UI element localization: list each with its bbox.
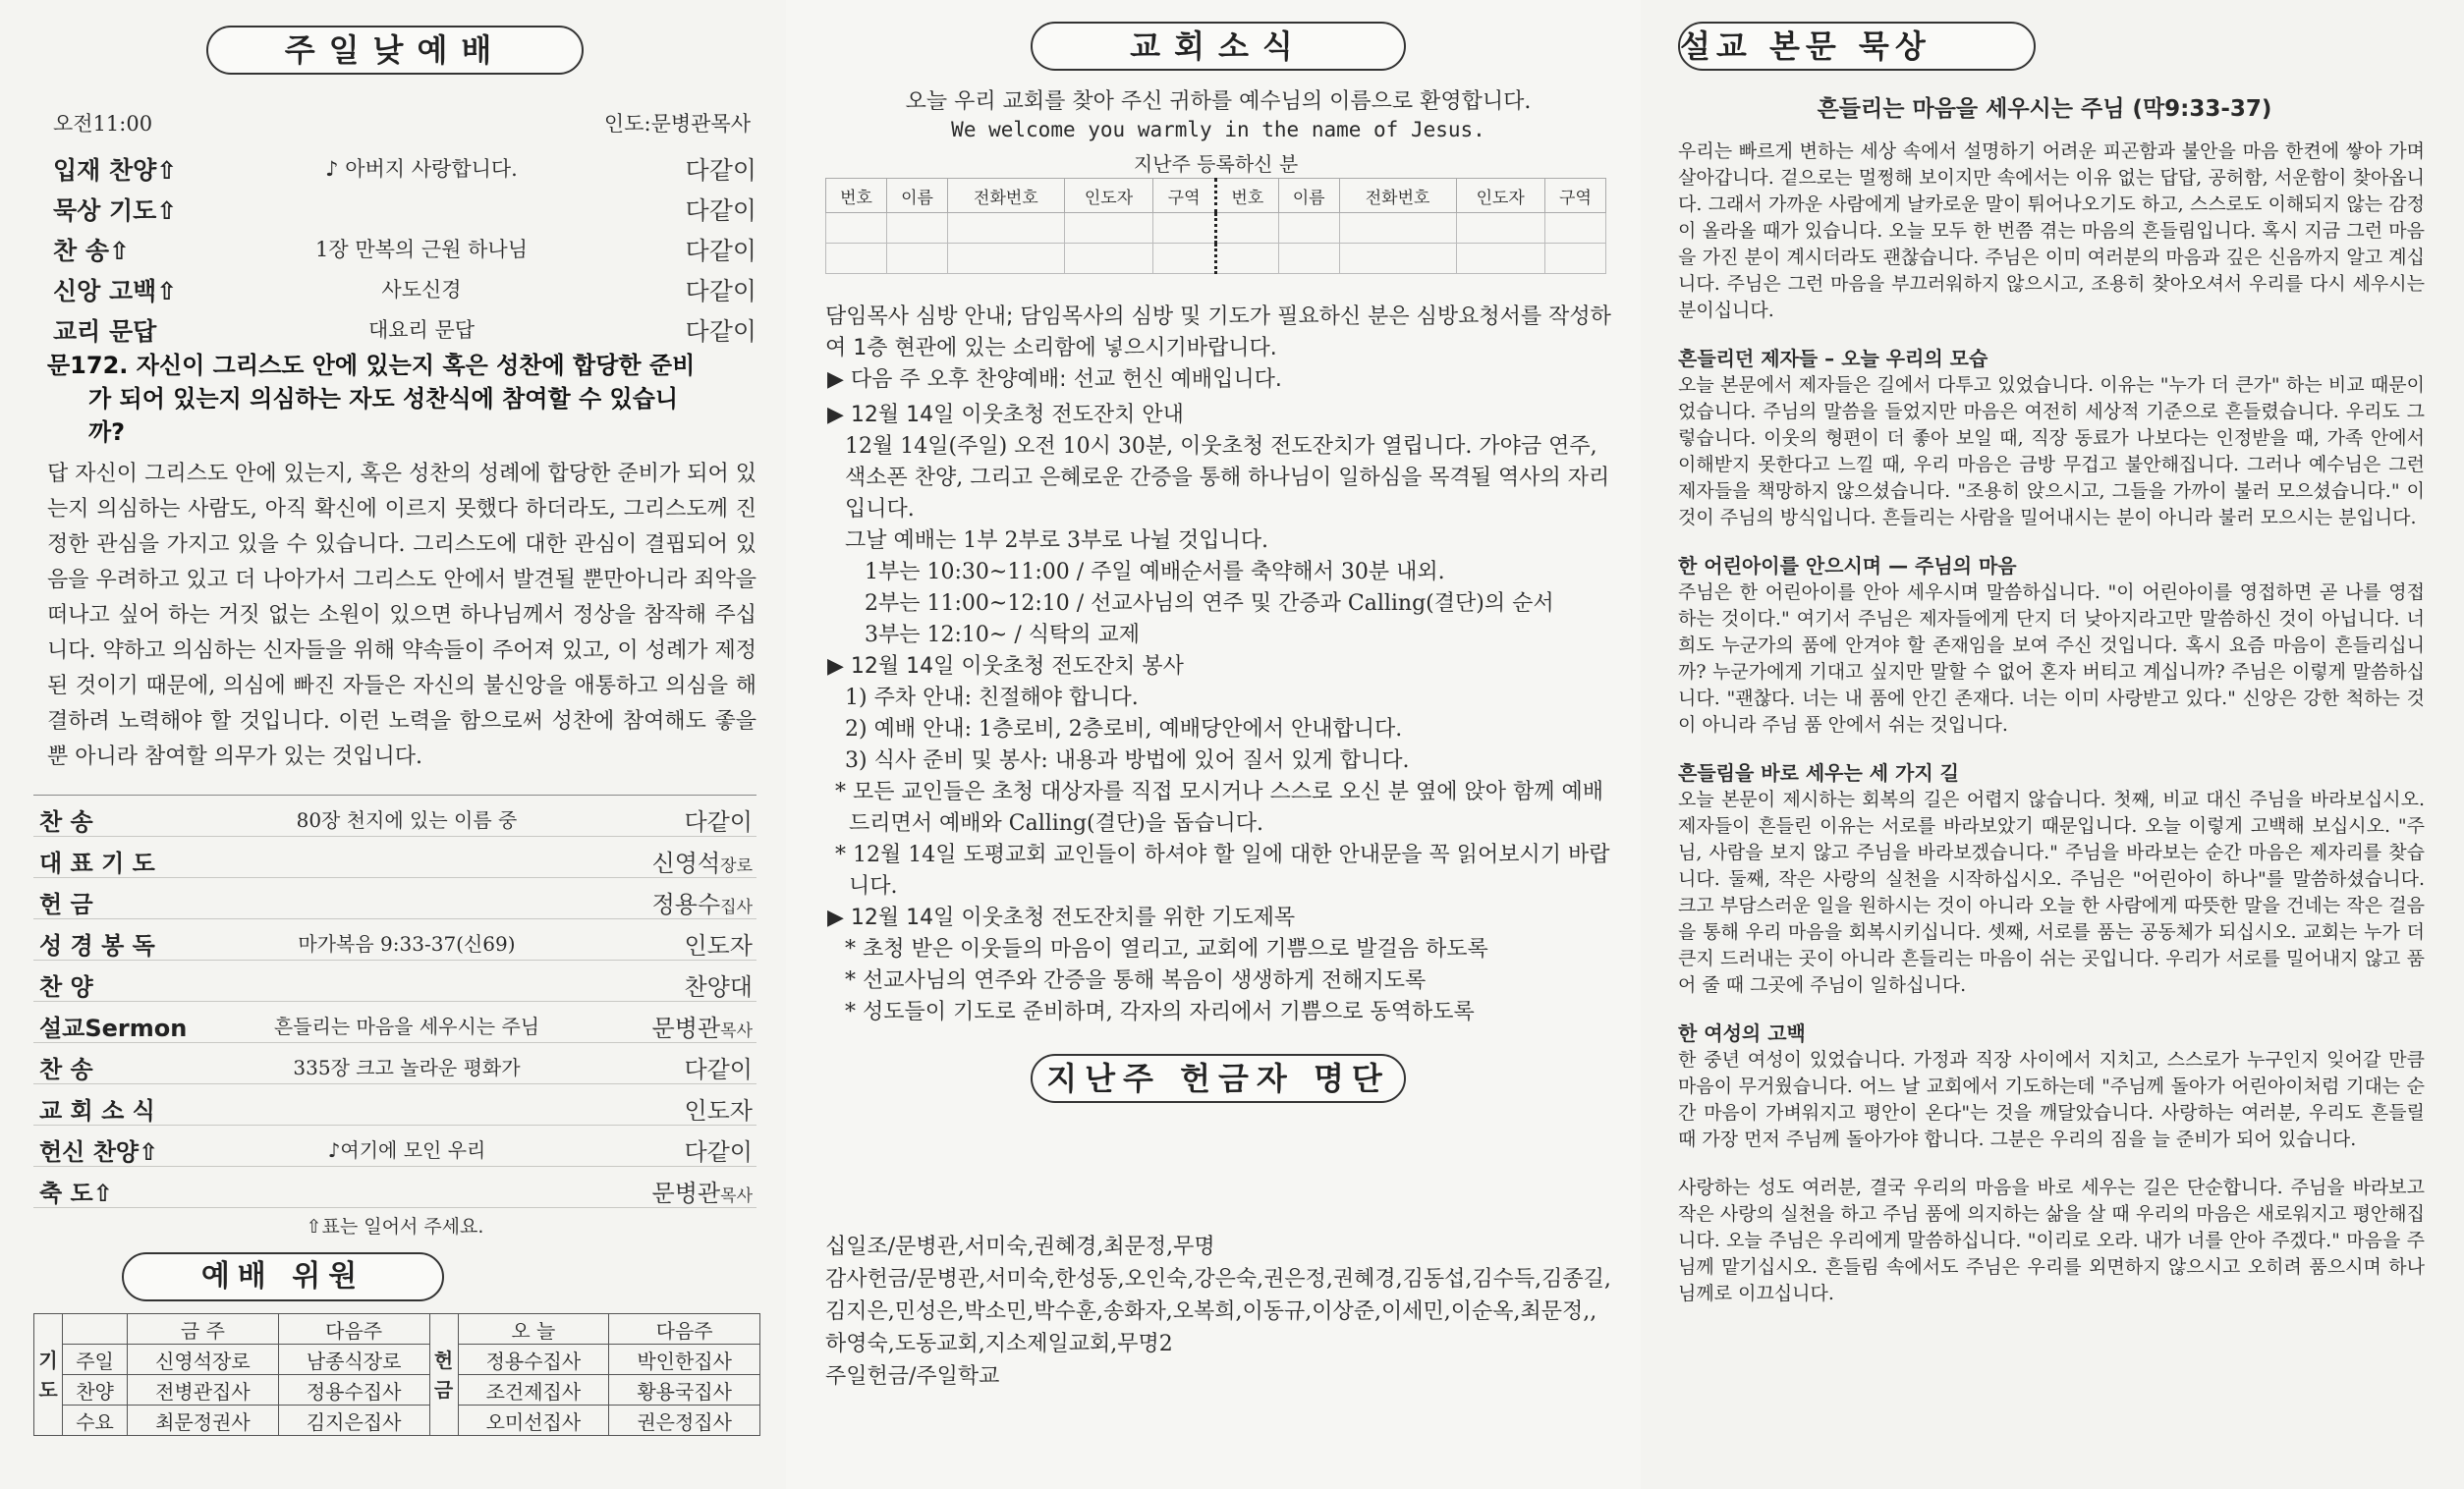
catechism-question: 문172. 자신이 그리스도 안에 있는지 혹은 성찬에 합당한 준비 가 되어 있는지 의심하는 자도 성찬식에 참여할 수 있습니 까?: [47, 352, 696, 446]
order-item-person: 정용수집사: [651, 891, 753, 918]
order-item-person: 다같이: [684, 1056, 753, 1083]
order-item-detail: 335장 크고 놀라운 평화가: [293, 1056, 521, 1079]
order-item-person: 다같이: [685, 277, 756, 305]
order-item-detail: 사도신경: [381, 278, 462, 302]
worship-leader: 인도:문병관목사: [603, 112, 751, 136]
order-item-person: 인도자: [684, 932, 753, 960]
stand-note: ⇧표는 일어서 주세요.: [306, 1216, 484, 1238]
order-item-detail: 마가복음 9:33-37(신69): [298, 932, 516, 956]
order-item-person: 찬양대: [684, 973, 753, 1001]
news-body: 담임목사 심방 안내; 담임목사의 심방 및 기도가 필요하신 분은 심방요청서를 작성하여 1층 현관에 있는 소리함에 넣으시기바랍니다. ▶ 다음 주 오후 찬양예배: 선교 헌신 예배입니다. ▶ 12월 14일 이웃초청 전도잔치 안내 12월 14일(주일) 오전 10시 30분, 이웃초청 전도잔치가 열립니다. 가야금 연주, 색소폰 찬양, 그리고 은혜로운 간증을 통해 하나님이 일하심을 목격될 역사의 자리입니다. 그날 예배는 1부 2부로 3부로 나뉠 것입니다. 1부는 10:30~11:00 / 주일 예배순서를 축약해서 30분 내외. 2부는 11:00~12:10 / 선교사님의 연주 및 간증과 Calling(결단)의 순서 3부는 12:10~ / 식탁의 교제 ▶ 12월 14일 이웃초청 전도잔치 봉사 1) 주차 안내: 친절해야 합니다. 2) 예배 안내: 1층로비, 2층로비, 예배당안에서 안내합니다. 3) 식사 준비 및 봉사: 내용과 방법에 있어 질서 있게 합니다. * 모든 교인들은 초청 대상자를 직접 모시거나 스스로 오신 분 옆에 앉아 함께 예배드리면서 예배와 Calling(결단)을 돕습니다. * 12월 14일 도평교회 교인들이 하셔야 할 일에 대한 안내문을 꼭 읽어보시기 바랍니다. ▶ 12월 14일 이웃초청 전도잔치를 위한 기도제목 * 초청 받은 이웃들의 마음이 열리고, 교회에 기쁨으로 발걸음 하도록 * 선교사님의 연주와 간증을 통해 복음이 생생하게 전해지도록 * 성도들이 기도로 준비하며, 각자의 자리에서 기쁨으로 동역하도록: [825, 302, 1611, 1028]
donor-list: [825, 1231, 1611, 1393]
order-item-label: 헌 금: [39, 891, 93, 918]
worship-order-panel: [0, 0, 786, 1489]
order-item-detail: ♪여기에 모인 우리: [327, 1138, 486, 1162]
order-row: [33, 919, 756, 961]
meditation-heading: 한 어린아이를 안으시며 — 주님의 마음: [1678, 554, 2017, 578]
news-title: 교회소식: [1031, 22, 1406, 71]
order-item-label: 찬 송⇧: [53, 237, 130, 265]
committee-head: 다음주: [278, 1314, 429, 1345]
order-row: [33, 796, 756, 837]
order-row: [33, 145, 756, 186]
order-item-label: 교 회 소 식: [39, 1097, 155, 1125]
order-item-detail: 흔들리는 마음을 세우시는 주님: [273, 1015, 540, 1038]
order-row: [33, 1084, 756, 1126]
order-item-person: 다같이: [685, 196, 756, 225]
sermon-meditation-panel: [1641, 0, 2464, 1489]
order-item-label: 축 도⇧: [39, 1180, 113, 1207]
committee-head: 금 주: [128, 1314, 279, 1345]
order-bottom-list: [33, 795, 756, 1208]
news-next-week: ▶ 다음 주 오후 찬양예배: 선교 헌신 예배입니다.: [827, 367, 1282, 392]
donor-thanks: 감사헌금/문병관,서미숙,한성동,오인숙,강은숙,권은정,권혜경,김동섭,김수득,김종길,김지은,민성은,박소민,박수훈,송화자,오복희,이동규,이상준,이세민,이순옥,최문정,,하영숙,도동교회,지소제일교회,무명2: [825, 1267, 1611, 1356]
meditation-heading: 흔들림을 바로 세우는 세 가지 길: [1678, 761, 1959, 785]
order-item-person: 인도자: [684, 1097, 753, 1125]
order-item-label: 찬 양: [39, 973, 93, 1001]
committee-side-prayer: 기도: [34, 1314, 63, 1436]
meditation-heading: 흔들리던 제자들 – 오늘 우리의 모습: [1678, 347, 1988, 370]
visitor-row: [826, 213, 1606, 244]
meditation-body: 우리는 빠르게 변하는 세상 속에서 설명하기 어려운 피곤함과 불안을 마음 한켠에 쌓아 가며 살아갑니다. 겉으로는 멀쩡해 보이지만 속에서는 이유 없는 답답, 공허함, 서운함이 찾아옵니다. 그래서 가까운 사람에게 날카로운 말이 튀어나오기도 하고, 스스로도 이해되지 않는 감정이 올라올 때가 있습니다. 오늘 모두 한 번쯤 겪는 마음의 흔들림입니다. 혹시 지금 그런 마음을 가진 분이 계시더라도 괜찮습니다. 주님은 이미 여러분의 마음과 깊은 신음까지 알고 계십니다. 주님은 그런 마음을 부끄러워하지 않으시고, 조용히 찾아오셔서 우리를 다시 세우시는 분이십니다. 흔들리던 제자들 – 오늘 우리의 모습 오늘 본문에서 제자들은 길에서 다투고 있었습니다. 이유는 "누가 더 큰가" 하는 비교 때문이었습니다. 주님의 말씀을 들었지만 마음은 여전히 세상적 기준으로 흔들렸습니다. 우리도 그렇습니다. 이웃의 형편이 더 좋아 보일 때, 직장 동료가 나보다는 인정받을 때, 가족 안에서 이해받지 못한다고 느낄 때, 우리 마음은 금방 무겁고 불안해집니다. 그러나 예수님은 그런 제자들을 책망하지 않으셨습니다. "조용히 앉으시고, 그들을 가까이 불러 모으셨습니다." 이것이 주님의 방식입니다. 흔들리는 사람을 밀어내시는 분이 아니라 불러 모으시는 분입니다. 한 어린아이를 안으시며 — 주님의 마음 주님은 한 어린아이를 안아 세우시며 말씀하십니다. "이 어린아이를 영접하면 곧 나를 영접하는 것이다." 여기서 주님은 제자들에게 단지 더 낮아지라고만 말씀하신 것이 아닙니다. 너희도 누군가의 품에 안겨야 할 존재임을 보여 주신 것입니다. 혹시 요즘 마음이 흔들리십니까? 누군가에게 기대고 싶지만 말할 수 없어 혼자 버티고 계십니까? 주님은 이렇게 말씀하십니다. "괜찮다. 너는 내 품에 안긴 존재다. 너는 이미 사랑받고 있다." 신앙은 강한 척하는 것이 아니라 주님 품 안에서 쉬는 것입니다. 흔들림을 바로 세우는 세 가지 길 오늘 본문이 제시하는 회복의 길은 어렵지 않습니다. 첫째, 비교 대신 주님을 바라보십시오. 제자들이 흔들린 이유는 서로를 바라보았기 때문입니다. 오늘 이렇게 고백해 보십시오. "주님, 사람을 보지 않고 주님을 바라보겠습니다." 주님을 바라보는 순간 마음은 제자리를 찾습니다. 둘째, 작은 사랑의 실천을 시작하십시오. 주님은 "어린아이 하나"를 말씀하셨습니다. 크고 부담스러운 일을 원하시는 것이 아니라 오늘 한 사람에게 따뜻한 말을 건네는 작은 걸음을 통해 우리 마음을 회복시키십니다. 셋째, 서로를 품는 공동체가 되십시오. 교회는 누가 더 큰지 드러내는 곳이 아니라 흔들리는 마음이 쉬는 곳입니다. 우리가 서로를 밀어내지 않고 품어 줄 때 그곳에 주님이 일하십니다. 한 여성의 고백 한 중년 여성이 있었습니다. 가정과 직장 사이에서 지치고, 스스로가 누구인지 잊어갈 만큼 마음이 무거웠습니다. 어느 날 교회에서 기도하는데 "주님께 돌아가 어린아이처럼 기대는 순간 마음이 가벼워지고 평안이 온다"는 것을 깨달았습니다. 사랑하는 여러분, 우리도 흔들릴 때 가장 먼저 주님께 돌아가야 합니다. 그분은 우리의 짐을 늘 준비가 되어 있습니다. 사랑하는 성도 여러분, 결국 우리의 마음을 바로 세우는 길은 단순합니다. 주님을 바라보고 작은 사랑의 실천을 하고 주님 품에 의지하는 삶을 살 때 우리의 마음은 새로워지고 평안해집니다. 오늘 주님은 우리에게 말씀하십니다. "이리로 오라. 내가 너를 안아 주겠다." 마음을 주님께 맡기십시오. 흔들림 속에서도 주님은 우리를 외면하지 않으시고 오히려 품으시며 하나님께로 이끄십니다.: [1678, 138, 2425, 1307]
news-event-title: ▶ 12월 14일 이웃초청 전도잔치 안내: [827, 403, 1184, 427]
order-item-person: 다같이: [684, 808, 753, 836]
order-item-label: 교리 문답: [53, 317, 157, 346]
order-item-detail: ♪ 아버지 사랑합니다.: [325, 157, 518, 181]
order-row: [33, 266, 756, 306]
visitor-row: [826, 244, 1606, 274]
order-item-label: 묵상 기도⇧: [53, 196, 178, 225]
donor-sunday: 주일헌금/주일학교: [825, 1364, 1000, 1389]
order-top-list: [33, 145, 756, 347]
meditation-title: 설교 본문 묵상: [1678, 22, 2036, 71]
news-prayer-title: ▶ 12월 14일 이웃초청 전도잔치를 위한 기도제목: [827, 906, 1296, 930]
order-item-label: 찬 송: [39, 1056, 93, 1083]
order-item-person: 다같이: [685, 317, 756, 346]
order-row: [33, 878, 756, 919]
order-item-person: 신영석장로: [651, 850, 753, 877]
order-item-person: 다같이: [685, 237, 756, 265]
committee-head: 오 늘: [458, 1314, 609, 1345]
order-item-label: 성 경 봉 독: [39, 932, 155, 960]
order-row: [33, 1002, 756, 1043]
order-item-label: 헌신 찬양⇧: [39, 1138, 159, 1166]
order-row: [33, 226, 756, 266]
meditation-subtitle: 흔들리는 마음을 세우시는 주님 (막9:33-37): [1817, 96, 2272, 122]
order-item-label: 찬 송: [39, 808, 93, 836]
order-item-detail: 1장 만복의 근원 하나님: [315, 238, 528, 261]
order-item-person: 다같이: [684, 1138, 753, 1166]
order-item-label: 입재 찬양⇧: [53, 156, 178, 185]
donor-title: 지난주 헌금자 명단: [1031, 1054, 1406, 1103]
order-item-person: 문병관목사: [651, 1180, 753, 1207]
worship-time: 오전11:00: [53, 112, 153, 136]
news-serve-title: ▶ 12월 14일 이웃초청 전도잔치 봉사: [827, 654, 1184, 679]
order-row: [33, 186, 756, 226]
order-item-person: 문병관목사: [651, 1015, 753, 1042]
catechism-answer: 답 자신이 그리스도 안에 있는지, 혹은 성찬의 성례에 합당한 준비가 되어 있는지 의심하는 사람도, 아직 확신에 이르지 못했다 하더라도, 그리스도께 진정한 관심을 가지고 있을 수 있습니다. 그리스도에 대한 관심이 결핍되어 있음을 우려하고 있고 더 나아가서 그리스도 안에서 발견될 뿐만아니라 죄악을 떠나고 싶어 하는 거짓 없는 소원이 있으면 하나님께서 정상을 참작해 주십니다. 약하고 의심하는 신자들을 위해 약속들이 주어져 있고, 이 성례가 제정된 것이기 때문에, 의심에 빠진 자들은 자신의 불신앙을 애통하고 의심을 해결하려 노력해야 할 것입니다. 이런 노력을 함으로써 성찬에 참여해도 좋을 뿐 아니라 참여할 의무가 있는 것입니다.: [47, 462, 756, 769]
order-item-label: 신앙 고백⇧: [53, 277, 178, 305]
committee-row: 찬양 전병관집사 정용수집사 조건제집사 황용국집사: [34, 1375, 760, 1406]
meditation-intro: 우리는 빠르게 변하는 세상 속에서 설명하기 어려운 피곤함과 불안을 마음 한켠에 쌓아 가며 살아갑니다. 겉으로는 멀쩡해 보이지만 속에서는 이유 없는 답답, 공허함, 서운함이 찾아옵니다. 그래서 가까운 사람에게 날카로운 말이 튀어나오기도 하고, 스스로도 이해되지 않는 감정이 올라올 때가 있습니다. 오늘 모두 한 번쯤 겪는 마음의 흔들림입니다. 혹시 지금 그런 마음을 가진 분이 계시더라도 괜찮습니다. 주님은 이미 여러분의 마음과 깊은 신음까지 알고 계십니다. 주님은 그런 마음을 부끄러워하지 않으시고, 조용히 찾아오셔서 우리를 다시 세우시는 분이십니다.: [1678, 140, 2425, 321]
church-news-panel: [786, 0, 1641, 1489]
committee-side-offering: 헌금: [429, 1314, 458, 1436]
committee-row: 수요 최문정권사 김지은집사 오미선집사 권은정집사: [34, 1406, 760, 1436]
committee-head: 다음주: [609, 1314, 760, 1345]
welcome-message: 오늘 우리 교회를 찾아 주신 귀하를 예수님의 이름으로 환영합니다. We welcome you warmly in the name of Jesus.: [905, 89, 1532, 141]
order-row: [33, 1043, 756, 1084]
order-item-label: 설교Sermon: [39, 1015, 188, 1042]
order-row: [33, 1126, 756, 1167]
committee-row: 주일 신영석장로 남종식장로 정용수집사 박인한집사: [34, 1345, 760, 1375]
committee-title: 예배 위원: [122, 1252, 444, 1301]
worship-title: 주일낮예배: [206, 26, 584, 75]
committee-table: [33, 1313, 760, 1436]
order-row: [33, 306, 756, 347]
meditation-closing: 사랑하는 성도 여러분, 결국 우리의 마음을 바로 세우는 길은 단순합니다. 주님을 바라보고 작은 사랑의 실천을 하고 주님 품에 의지하는 삶을 살 때 우리의 마음은 새로워지고 평안해집니다. 오늘 주님은 우리에게 말씀하십니다. "이리로 오라. 내가 너를 안아 주겠다." 마음을 주님께 맡기십시오. 흔들림 속에서도 주님은 우리를 외면하지 않으시고 오히려 품으시며 하나님께로 이끄십니다.: [1678, 1177, 2425, 1304]
news-visit-notice: 담임목사 심방 안내; 담임목사의 심방 및 기도가 필요하신 분은 심방요청서를 작성하여 1층 현관에 있는 소리함에 넣으시기바랍니다.: [825, 304, 1611, 360]
visitor-table: 지난주 등록하신 분 번호 이름 전화번호 인도자 구역 번호 이름 전화번호 인도자 구역: [825, 147, 1606, 274]
order-row: [33, 961, 756, 1002]
news-event-body: 12월 14일(주일) 오전 10시 30분, 이웃초청 전도잔치가 열립니다. 가야금 연주, 색소폰 찬양, 그리고 은혜로운 간증을 통해 하나님이 일하심을 목격될 역사의 자리입니다.: [845, 434, 1610, 522]
meditation-heading: 한 여성의 고백: [1678, 1021, 1806, 1045]
visitor-table-title: 지난주 등록하신 분: [1133, 152, 1299, 176]
order-item-detail: 80장 천지에 있는 이름 중: [296, 808, 518, 832]
order-row: [33, 1167, 756, 1208]
order-row: [33, 837, 756, 878]
donor-tithe: 십일조/문병관,서미숙,권혜경,최문정,무명: [825, 1235, 1215, 1259]
order-item-label: 대 표 기 도: [39, 850, 155, 877]
order-item-person: 다같이: [685, 156, 756, 185]
order-item-detail: 대요리 문답: [367, 318, 476, 342]
